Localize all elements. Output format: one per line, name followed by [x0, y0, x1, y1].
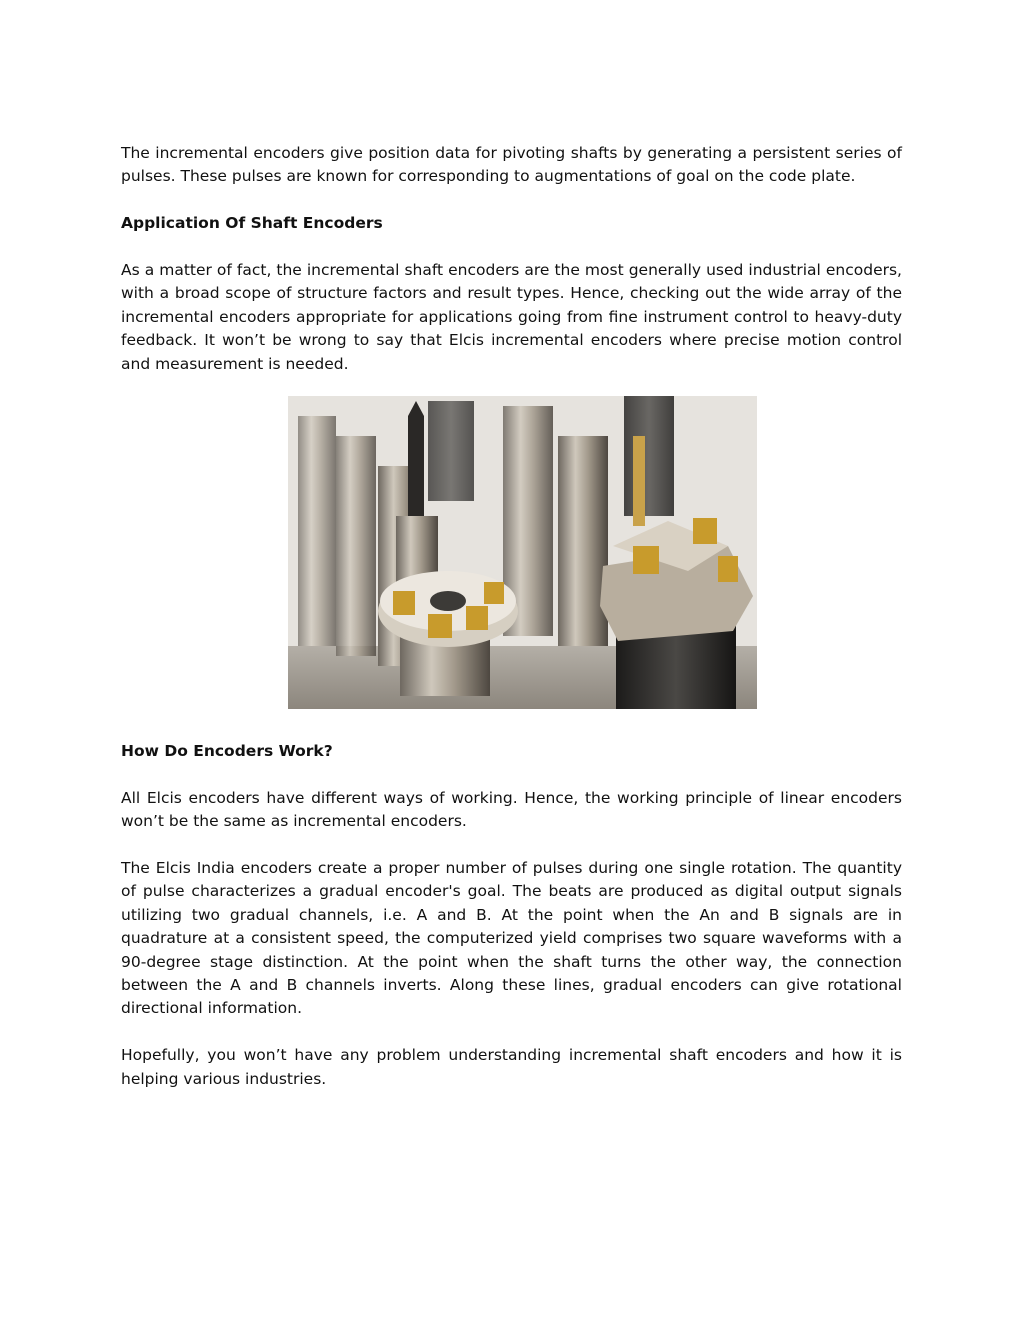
how-work-paragraph-2: The Elcis India encoders create a proper number of pulses during one single rotation. The quantity of pulse characterizes a gradual encoder's goal. The beats are produced as digital output signals utilizing two gradual channels, i.e. A and B. At the point when the An and B signals are in quadrature at a consistent speed, the computerized yield comprises two square waveforms with a 90-degree stage distinction. At the point when the shaft turns the other way, the connection between the A and B channels inverts. Along these lines, gradual encoders can give rotational directional information. [121, 859, 902, 1018]
section-heading-application: Application Of Shaft Encoders [121, 214, 383, 233]
closing-paragraph: Hopefully, you won’t have any problem understanding incremental shaft encoders and how it is helping various industries. [121, 1046, 902, 1088]
milling-tools-image [288, 396, 757, 709]
intro-paragraph: The incremental encoders give position data for pivoting shafts by generating a persistent series of pulses. These pulses are known for corresponding to augmentations of goal on the code plate. [121, 144, 902, 186]
application-paragraph: As a matter of fact, the incremental shaft encoders are the most generally used industrial encoders, with a broad scope of structure factors and result types. Hence, checking out the wide array of the incremental encoders appropriate for applications going from fine instrument control to heavy-duty feedback. It won’t be wrong to say that Elcis incremental encoders where precise motion control and measurement is needed. [121, 261, 902, 373]
document-page [121, 142, 902, 1091]
section-heading-how-work: How Do Encoders Work? [121, 742, 333, 761]
how-work-paragraph-1: All Elcis encoders have different ways of working. Hence, the working principle of linear encoders won’t be the same as incremental encoders. [121, 788, 902, 831]
